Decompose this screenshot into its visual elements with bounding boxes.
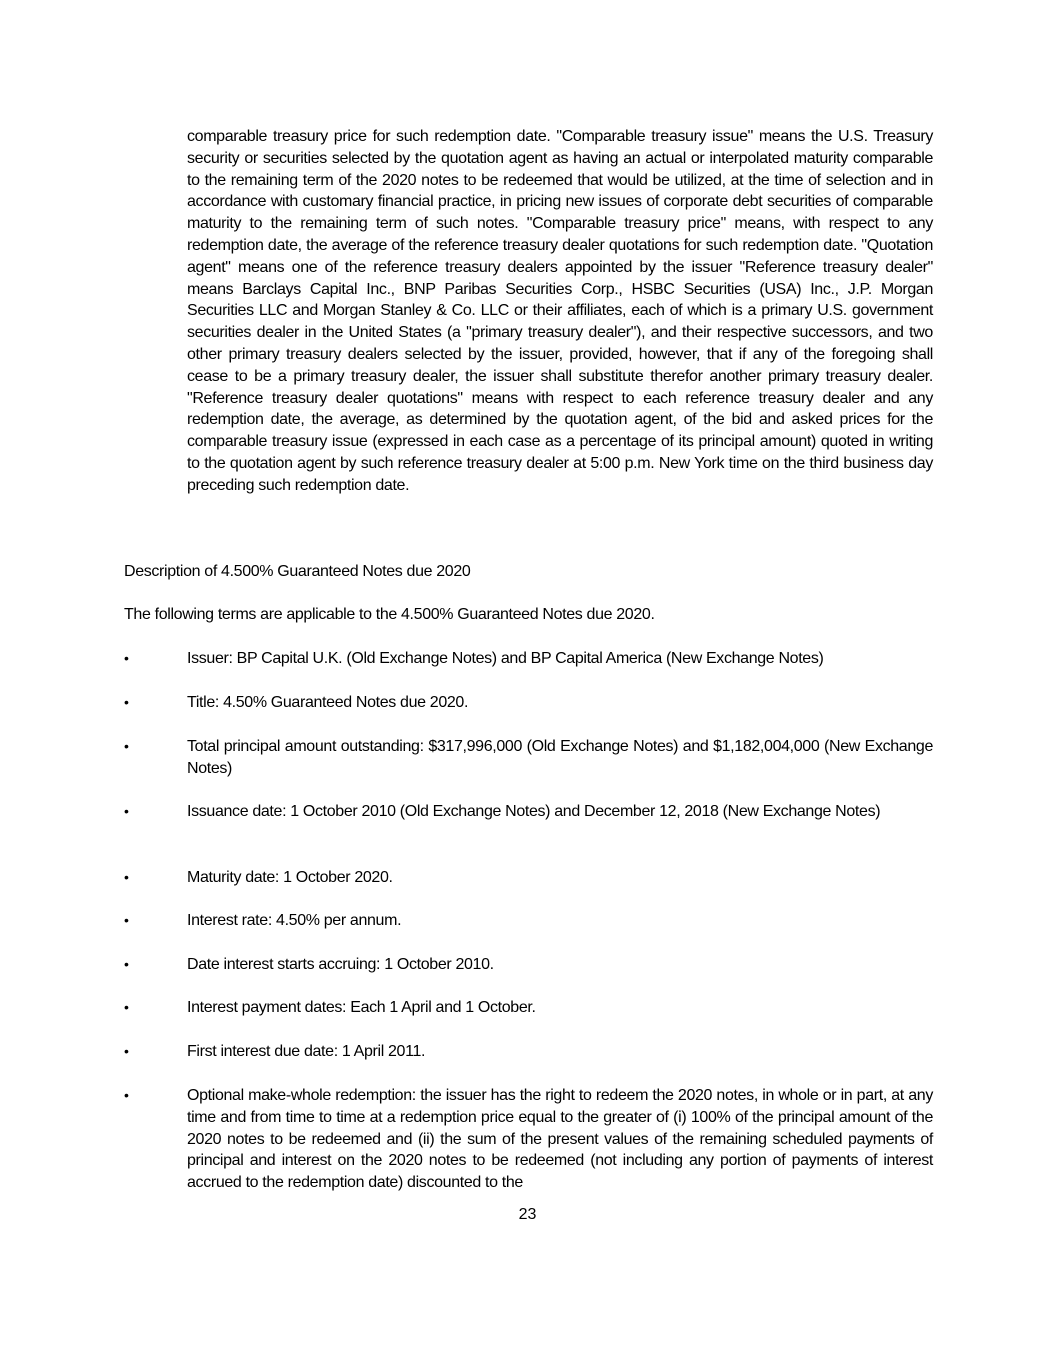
bullet-first-interest-date: First interest due date: 1 April 2011. — [187, 1043, 426, 1060]
bullet-issuer: Issuer: BP Capital U.K. (Old Exchange Notes) and BP Capital America (New Exchange Notes) — [187, 650, 824, 667]
bullet-maturity-date: Maturity date: 1 October 2020. — [187, 869, 393, 886]
bullet-accrual-start: Date interest starts accruing: 1 October 2010. — [187, 956, 494, 973]
bullet-principal-amount: Total principal amount outstanding: $317,996,000 (Old Exchange Notes) and $1,182,004,000 (New Exchange Notes) — [187, 738, 933, 777]
bullet-payment-dates: Interest payment dates: Each 1 April and 1 October. — [187, 999, 536, 1016]
bullet-marker: • — [124, 956, 129, 972]
bullet-marker: • — [124, 999, 129, 1015]
bullet-interest-rate: Interest rate: 4.50% per annum. — [187, 912, 402, 929]
bullet-make-whole-redemption: Optional make-whole redemption: the issuer has the right to redeem the 2020 notes, in whole or in part, at any time and from time to time at a redemption price equal to the greater of (i) 100% of the principal amount of the 2020 notes to be redeemed and (ii) the sum of the present values of the remaining scheduled payments of principal and interest on the 2020 notes to be redeemed (not including any portion of payments of interest accrued to the redemption date) discounted to the — [187, 1087, 933, 1192]
bullet-marker: • — [124, 650, 129, 666]
bullet-marker: • — [124, 738, 129, 754]
section-heading: Description of 4.500% Guaranteed Notes due 2020 — [124, 563, 471, 580]
bullet-marker: • — [124, 694, 129, 710]
bullet-marker: • — [124, 912, 129, 928]
bullet-marker: • — [124, 869, 129, 885]
continuation-paragraph: comparable treasury price for such redemption date. "Comparable treasury issue" means the U.S. Treasury security or securities selected by the quotation agent as having an actual or interpolated maturity comparable to the remaining term of the 2020 notes to be redeemed that would be utilized, at the time of selection and in accordance with customary financial practice, in pricing new issues of corporate debt securities of comparable maturity to the remaining term of such notes. "Comparable treasury price" means, with respect to any redemption date, the average of the reference treasury dealer quotations for such redemption date. "Quotation agent" means one of the reference treasury dealers appointed by the issuer "Reference treasury dealer" means Barclays Capital Inc., BNP Paribas Securities Corp., HSBC Securities (USA) Inc., J.P. Morgan Securities LLC and Morgan Stanley & Co. LLC or their affiliates, each of which is a primary U.S. government securities dealer in the United States (a "primary treasury dealer"), and their respective successors, and two other primary treasury dealers selected by the issuer, provided, however, that if any of the foregoing shall cease to be a primary treasury dealer, the issuer shall substitute therefor another primary treasury dealer. "Reference treasury dealer quotations" means with respect to each reference treasury dealer and any redemption date, the average, as determined by the quotation agent, of the bid and asked prices for the comparable treasury issue (expressed in each case as a percentage of its principal amount) quoted in writing to the quotation agent by such reference treasury dealer at 5:00 p.m. New York time on the third business day preceding such redemption date. — [187, 128, 933, 494]
page-number: 23 — [518, 1206, 537, 1223]
intro-paragraph: The following terms are applicable to the 4.500% Guaranteed Notes due 2020. — [124, 606, 655, 623]
bullet-marker: • — [124, 1087, 129, 1103]
bullet-marker: • — [124, 803, 129, 819]
bullet-issuance-date: Issuance date: 1 October 2010 (Old Exchange Notes) and December 12, 2018 (New Exchange Notes) — [187, 803, 881, 820]
bullet-marker: • — [124, 1043, 129, 1059]
bullet-title: Title: 4.50% Guaranteed Notes due 2020. — [187, 694, 469, 711]
